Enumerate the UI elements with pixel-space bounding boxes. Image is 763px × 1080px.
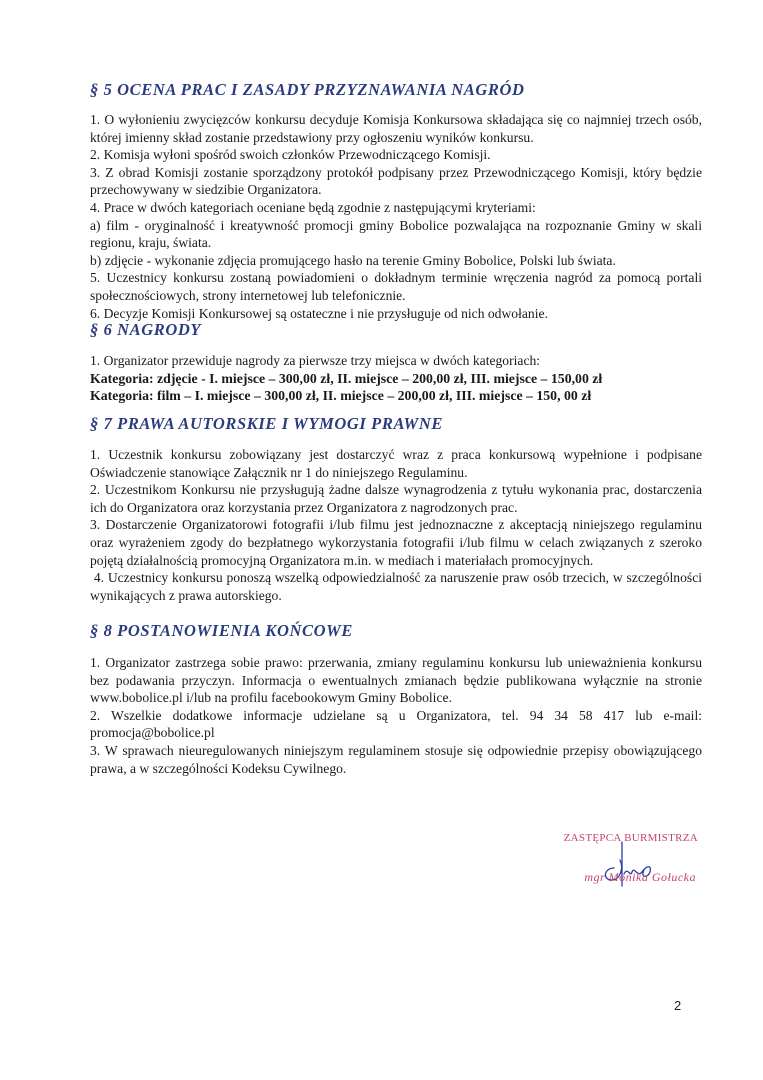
signature-title: ZASTĘPCA BURMISTRZA — [563, 832, 698, 844]
section-5-item-6: 6. Decyzje Komisji Konkursowej są ostateczne i nie przysługuje od nich odwołanie. — [90, 305, 548, 321]
section-5-item-4: 4. Prace w dwóch kategoriach oceniane będą zgodnie z następującymi kryteriami: — [90, 199, 536, 215]
section-8-heading: § 8 POSTANOWIENIA KOŃCOWE — [90, 621, 354, 640]
signature-name: mgr Monika Gołucka — [584, 870, 696, 884]
section-8-body — [90, 654, 702, 777]
section-5-item-1: 1. O wyłonieniu zwycięzców konkursu decyduje Komisja Konkursowa składająca się co najmniej trzech osób, której imienny skład zostanie przedstawiony przy ogłoszeniu wyników konkursu. — [90, 112, 702, 145]
section-7-heading: § 7 PRAWA AUTORSKIE I WYMOGI PRAWNE — [90, 414, 443, 433]
prize-line-film: Kategoria: film – I. miejsce – 300,00 zł, II. miejsce – 200,00 zł, III. miejsce – 150, 00 zł — [90, 388, 592, 404]
section-7-item-1: 1. Uczestnik konkursu zobowiązany jest dostarczyć wraz z praca konkursową wypełnione i podpisane Oświadczenie stanowiące Załącznik nr 1 do niniejszego Regulaminu. — [90, 447, 702, 480]
section-5-item-4a: a) film - oryginalność i kreatywność promocji gminy Bobolice pozwalająca na rozpoznanie Gminy w skali regionu, kraju, świata. — [90, 217, 702, 251]
prize-line-photo: Kategoria: zdjęcie - I. miejsce – 300,00 zł, II. miejsce – 200,00 zł, III. miejsce – 150,00 zł — [90, 370, 603, 386]
section-5-heading: § 5 OCENA PRAC I ZASADY PRZYZNAWANIA NAGRÓD — [90, 80, 525, 99]
section-8-item-3: 3. W sprawach nieuregulowanych niniejszym regulaminem stosuje się odpowiednie przepisy obowiązującego prawa, a w szczególności Kodeksu Cywilnego. — [90, 742, 702, 776]
section-6-heading: § 6 NAGRODY — [90, 320, 202, 339]
section-5-item-4b: b) zdjęcie - wykonanie zdjęcia promującego hasło na terenie Gminy Bobolice, Polski lub świata. — [90, 252, 616, 268]
section-5-item-2: 2. Komisja wyłoni spośród swoich członków Przewodniczącego Komisji. — [90, 147, 491, 163]
section-6-body — [90, 352, 702, 405]
section-7-item-4: 4. Uczestnicy konkursu ponoszą wszelką odpowiedzialność za naruszenie praw osób trzecich, w szczególności wynikających z prawa autorskiego. — [90, 570, 706, 603]
section-5-item-5: 5. Uczestnicy konkursu zostaną powiadomieni o dokładnym terminie wręczenia nagród za pomocą portali społecznościowych, strony internetowej lub telefonicznie. — [90, 270, 702, 303]
section-7-body — [90, 446, 706, 604]
section-5-body — [90, 111, 702, 322]
page-number: 2 — [674, 998, 682, 1013]
section-7-item-2: 2. Uczestnikom Konkursu nie przysługują żadne dalsze wynagrodzenia z tytułu wykonania prac, dostarczenia ich do Organizatora oraz korzystania przez Organizatora z nagrodzonych prac. — [90, 482, 702, 515]
section-8-item-2: 2. Wszelkie dodatkowe informacje udzielane są u Organizatora, tel. 94 34 58 417 lub e-mail: promocja@bobolice.pl — [90, 707, 702, 741]
section-6-item-1: 1. Organizator przewiduje nagrody za pierwsze trzy miejsca w dwóch kategoriach: — [90, 353, 541, 368]
section-7-item-3: 3. Dostarczenie Organizatorowi fotografii i/lub filmu jest jednoznaczne z akceptacją niniejszego regulaminu oraz wyrażeniem zgody do bezpłatnego wykorzystania fotografii i/lub filmu w celach związanych z szeroko pojętą działalnością promocyjną Organizatora m.in. w mediach i materiałach promocyjnych. — [90, 517, 702, 568]
section-5-item-3: 3. Z obrad Komisji zostanie sporządzony protokół podpisany przez Przewodniczącego Komisji, który będzie przechowywany w siedzibie Organizatora. — [90, 164, 702, 198]
section-8-item-1: 1. Organizator zastrzega sobie prawo: przerwania, zmiany regulaminu konkursu lub unieważnienia konkursu bez podawania przyczyn. Informacja o ewentualnych zmianach będzie publikowana wyłącznie na stronie www.bobolice.pl i/lub na profilu facebookowym Gminy Bobolice. — [90, 655, 702, 706]
signature-stamp — [528, 832, 698, 892]
